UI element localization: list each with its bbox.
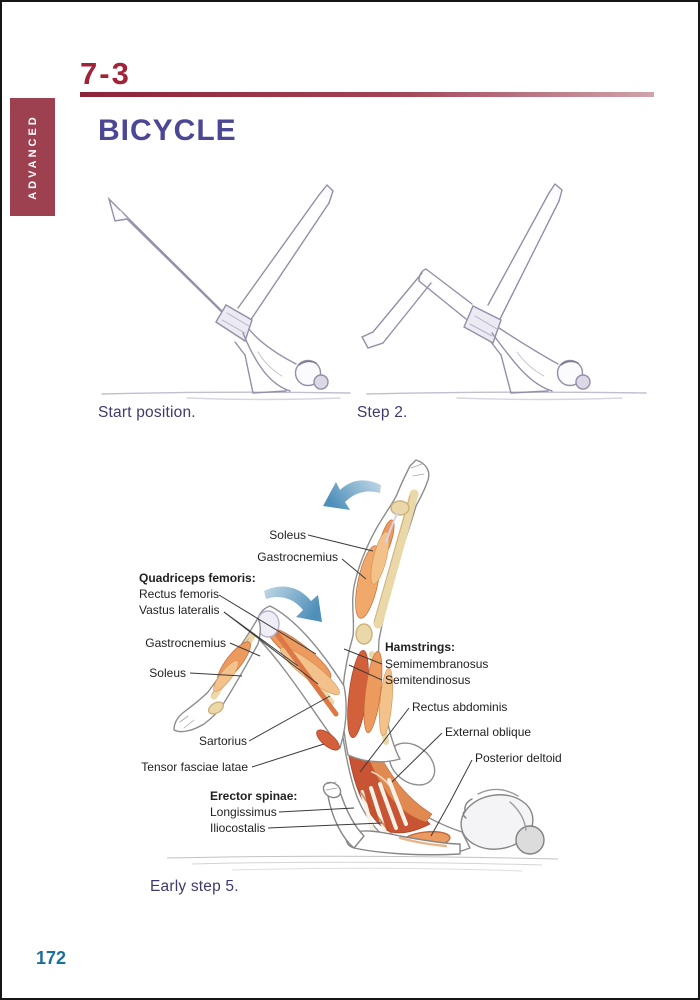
label-external-oblique: External oblique: [445, 725, 532, 739]
label-vastus-lateralis: Vastus lateralis: [139, 603, 220, 617]
label-quadriceps-header: Quadriceps femoris:: [139, 571, 256, 585]
caption-step2: Step 2.: [357, 404, 408, 421]
exercise-sketches: [2, 162, 700, 424]
ground-shading: [167, 856, 558, 871]
anatomy-illustration: [2, 442, 700, 887]
label-iliocostalis: Iliocostalis: [210, 821, 266, 835]
label-erector-spinae-header: Erector spinae:: [210, 789, 298, 803]
header-rule: [80, 92, 654, 97]
label-hamstrings-header: Hamstrings:: [385, 640, 456, 654]
label-posterior-deltoid: Posterior deltoid: [475, 751, 562, 765]
label-soleus-upper: Soleus: [269, 528, 306, 542]
label-gastrocnemius-upper: Gastrocnemius: [257, 550, 338, 564]
head-sketch: [458, 789, 544, 854]
page-title: BICYCLE: [98, 114, 237, 147]
label-tensor-fasciae-latae: Tensor fasciae latae: [141, 760, 248, 774]
label-gastrocnemius-left: Gastrocnemius: [145, 636, 226, 650]
level-tab-label: ADVANCED: [26, 114, 39, 200]
label-semimembranosus: Semimembranosus: [385, 657, 489, 671]
label-longissimus: Longissimus: [210, 805, 277, 819]
caption-early-step5: Early step 5.: [150, 878, 239, 895]
label-semitendinosus: Semitendinosus: [385, 673, 471, 687]
label-rectus-abdominis: Rectus abdominis: [412, 700, 508, 714]
page-number: 172: [36, 948, 67, 968]
label-sartorius: Sartorius: [198, 734, 247, 748]
caption-start-position: Start position.: [98, 404, 196, 421]
step2-sketch: [362, 184, 646, 400]
label-rectus-femoris: Rectus femoris: [139, 587, 220, 601]
raised-leg: [342, 460, 429, 762]
exercise-number: 7-3: [80, 56, 131, 91]
bent-leg-thigh: [256, 606, 346, 754]
rotation-arrow-icon-top: [323, 480, 381, 510]
label-soleus-left: Soleus: [149, 666, 186, 680]
start-position-sketch: [102, 185, 350, 400]
